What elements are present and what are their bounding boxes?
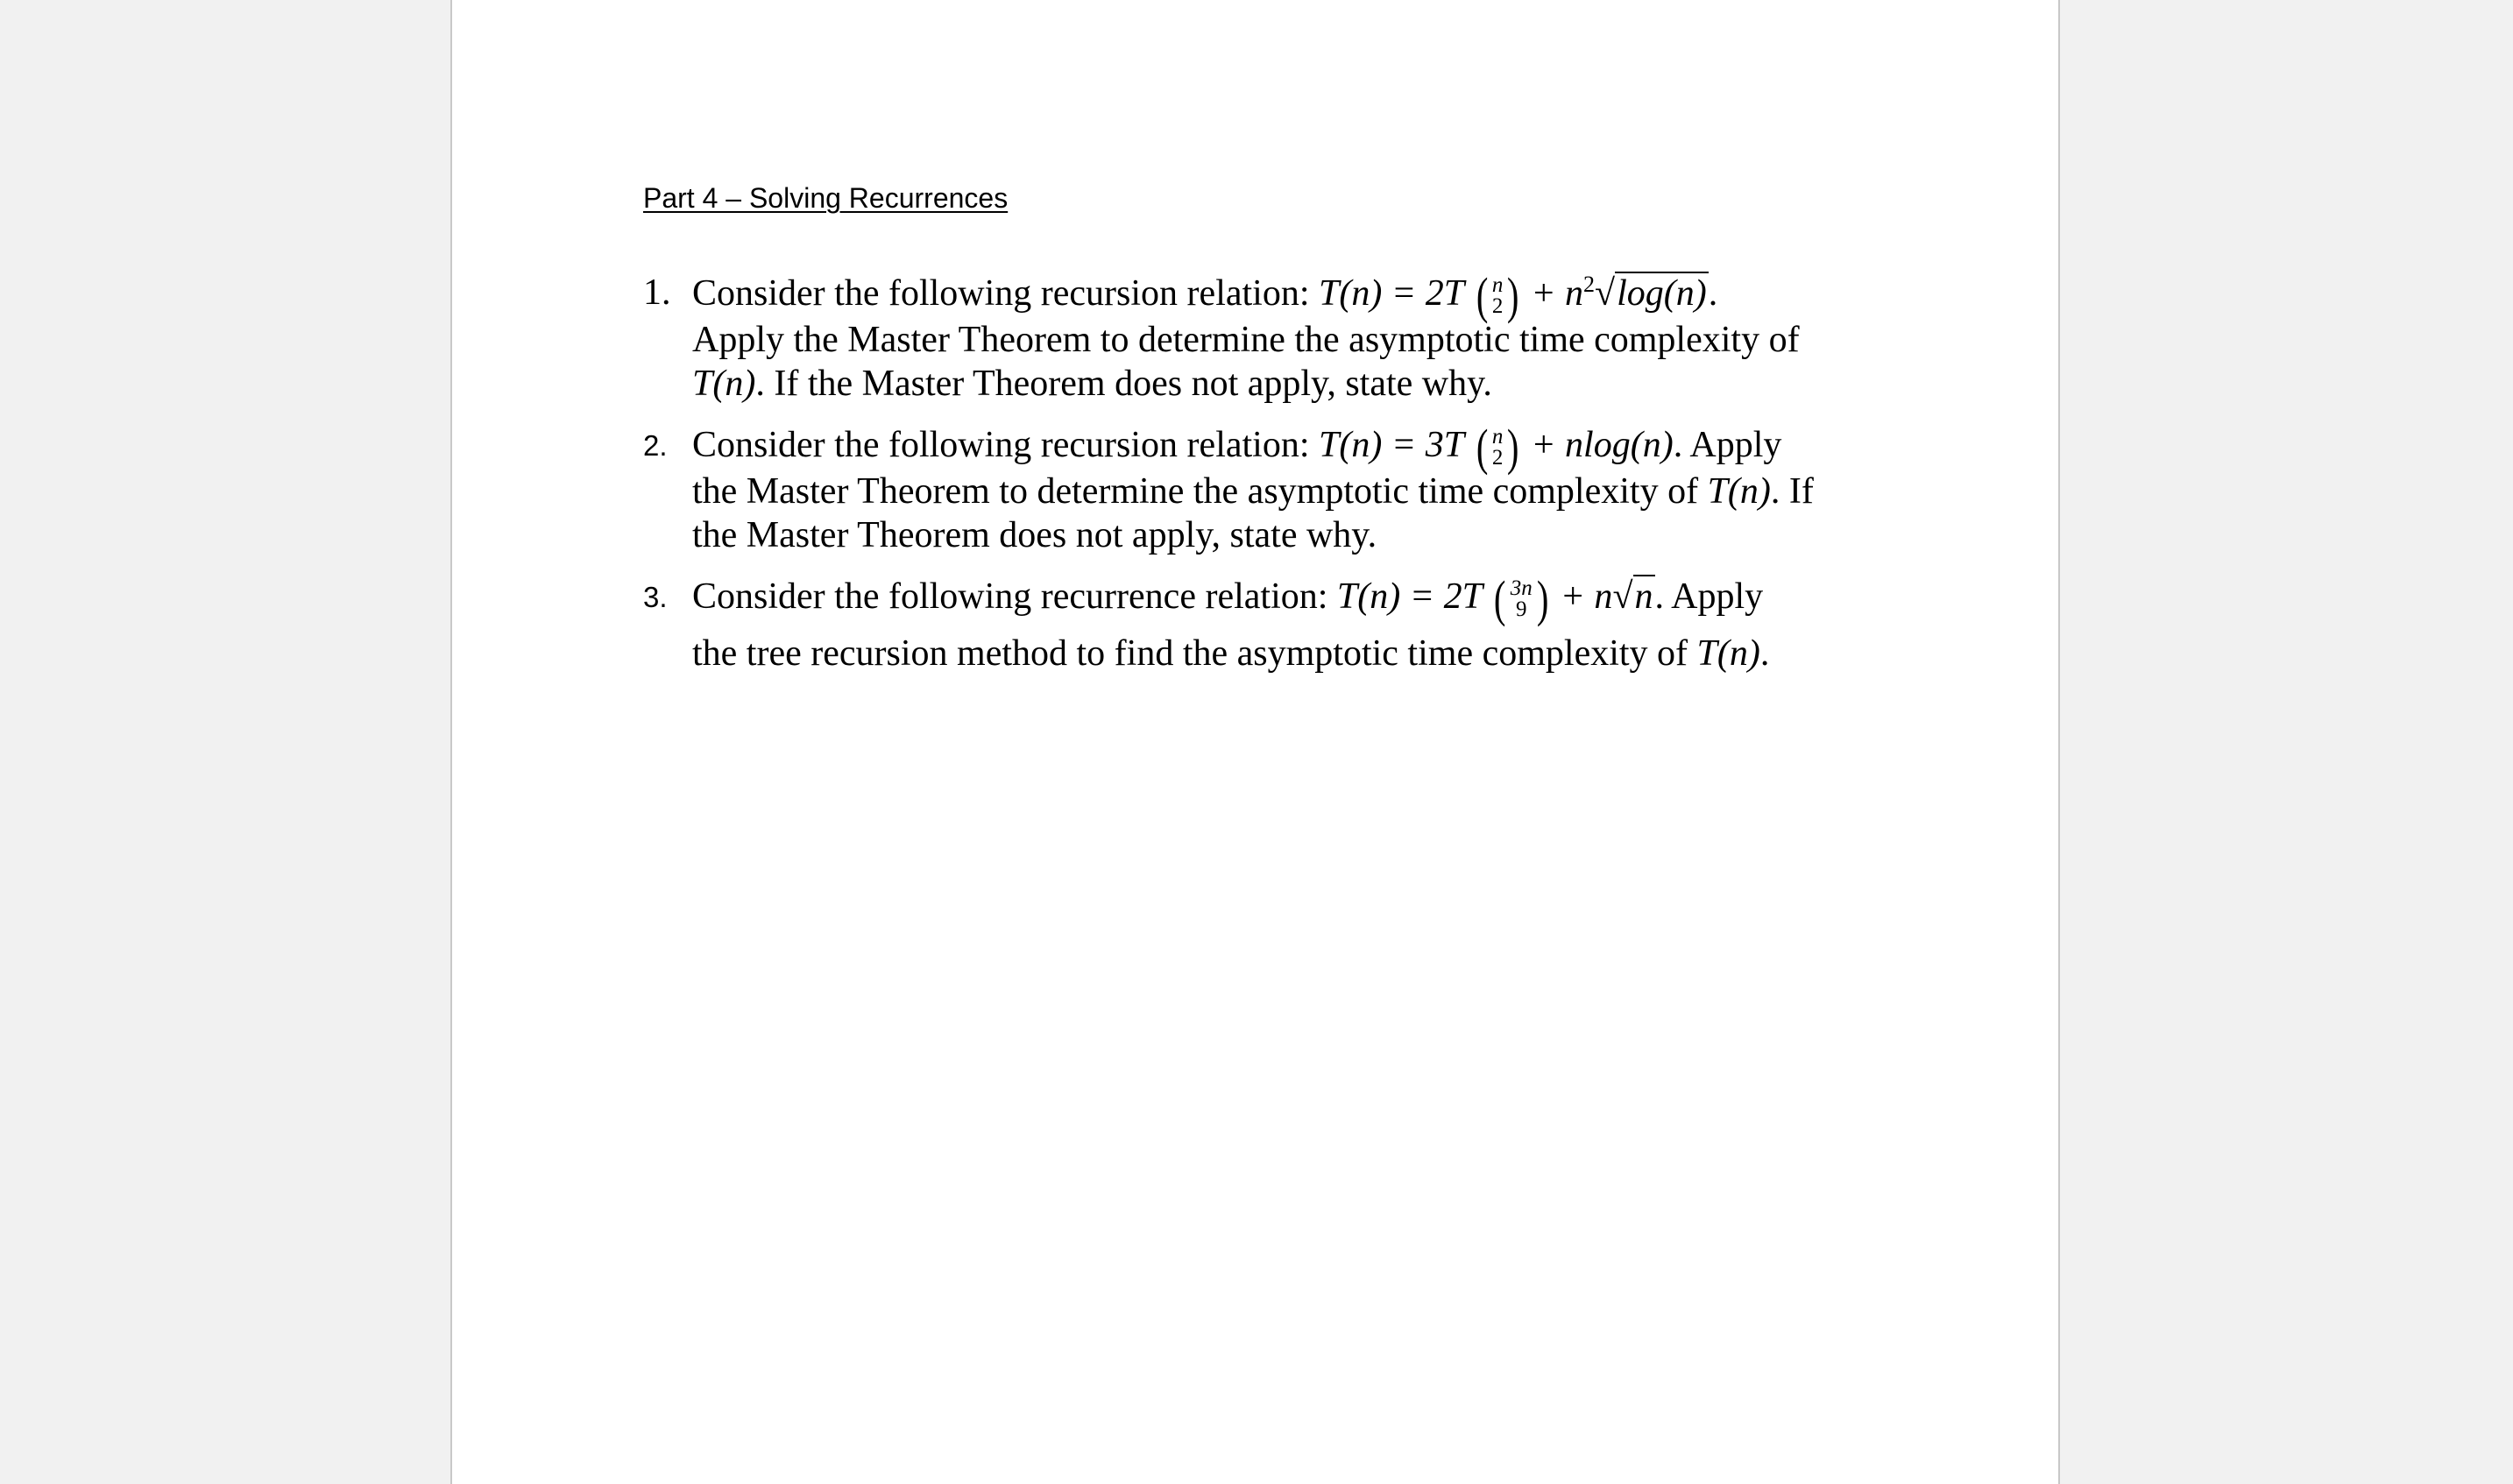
fraction-numerator: 3n [1510, 576, 1533, 601]
sqrt-sign: √ [1595, 273, 1616, 314]
item-text: . If the Master Theorem does not apply, state why. [755, 364, 1492, 405]
list-number: 3. [643, 581, 668, 613]
section-heading: Part 4 – Solving Recurrences [643, 182, 1009, 214]
equation-suffix: + n [1531, 273, 1584, 314]
item-line-1 [692, 570, 1764, 628]
equation-inline: T(n) [1696, 633, 1760, 675]
equation-end: . [1708, 273, 1718, 314]
fraction [1492, 275, 1504, 317]
left-paren: ( [1494, 570, 1506, 628]
equation-prefix: T(n) = 2T [1336, 576, 1483, 617]
item-line-2 [692, 632, 1770, 675]
fraction-denominator: 2 [1491, 294, 1504, 319]
item-text: Consider the following recursion relation: [692, 273, 1320, 314]
item-text-end: . If [1770, 471, 1814, 512]
exponent: 2 [1583, 272, 1596, 297]
equation-inline: T(n) [1707, 471, 1771, 512]
sqrt-sign: √ [1612, 576, 1633, 617]
equation-prefix: T(n) = 3T [1319, 425, 1465, 465]
right-paren: ) [1536, 570, 1549, 628]
item-text-end: . [1759, 633, 1770, 675]
item-line-1 [692, 419, 1782, 477]
document-page [450, 0, 2060, 1484]
equation-suffix: + nlog(n) [1531, 425, 1674, 465]
item-line-3: the Master Theorem does not apply, state why. [692, 515, 1377, 556]
item-line-3 [692, 362, 1674, 406]
fraction-denominator: 9 [1516, 597, 1527, 622]
equation-prefix: T(n) = 2T [1319, 273, 1465, 314]
list-number: 1. [643, 272, 671, 313]
left-paren: ( [1476, 267, 1488, 325]
equation-end: . Apply [1673, 425, 1782, 465]
fraction [1511, 578, 1533, 620]
list-item-2 [643, 419, 1814, 557]
list-item-1 [643, 267, 1800, 406]
fraction-numerator: n [1491, 273, 1504, 298]
equation-suffix: + n [1560, 576, 1613, 617]
equation-end: . Apply [1654, 576, 1764, 617]
item-text: Consider the following recursion relation: [692, 425, 1320, 465]
item-line-2 [692, 470, 1814, 513]
list-number: 2. [643, 429, 668, 462]
item-line-2: Apply the Master Theorem to determine the asymptotic time complexity of [692, 320, 1800, 361]
item-line-1 [692, 267, 1718, 325]
left-paren: ( [1476, 419, 1488, 477]
right-paren: ) [1507, 267, 1519, 325]
sqrt-content: n [1634, 576, 1653, 617]
fraction-denominator: 2 [1491, 446, 1504, 470]
item-text: the Master Theorem to determine the asymptotic time complexity of [692, 471, 1708, 512]
sqrt-content: log(n) [1617, 273, 1707, 314]
fraction-numerator: n [1491, 425, 1504, 449]
item-text: the tree recursion method to find the asymptotic time complexity of [692, 633, 1697, 675]
right-paren: ) [1507, 419, 1519, 477]
equation-inline: T(n) [692, 364, 756, 405]
fraction [1492, 427, 1504, 469]
list-item-3 [643, 570, 1770, 675]
item-text: Consider the following recurrence relation: [692, 576, 1337, 617]
